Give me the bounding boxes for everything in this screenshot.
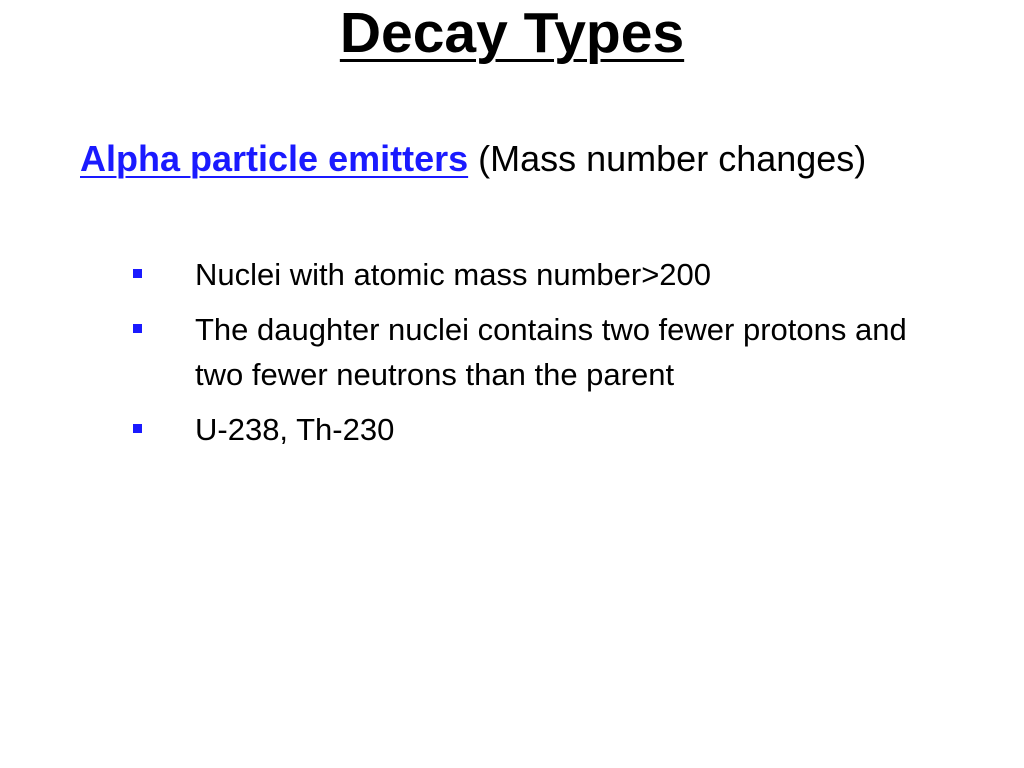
bullet-text: The daughter nuclei contains two fewer protons and two fewer neutrons than the parent xyxy=(195,312,907,392)
slide-title: Decay Types xyxy=(339,1,685,65)
square-bullet-icon xyxy=(133,324,142,333)
bullet-text: U-238, Th-230 xyxy=(195,412,395,447)
alpha-emitters-link[interactable]: Alpha particle emitters xyxy=(80,138,469,179)
square-bullet-icon xyxy=(133,424,142,433)
heading-rest-text: (Mass number changes) xyxy=(468,138,867,179)
bullet-item xyxy=(128,307,948,397)
bullet-text: Nuclei with atomic mass number>200 xyxy=(195,257,712,292)
bullet-list xyxy=(128,252,948,462)
bullet-item xyxy=(128,252,948,297)
bullet-item xyxy=(128,407,948,452)
heading-paragraph xyxy=(80,133,972,184)
square-bullet-icon xyxy=(133,269,142,278)
